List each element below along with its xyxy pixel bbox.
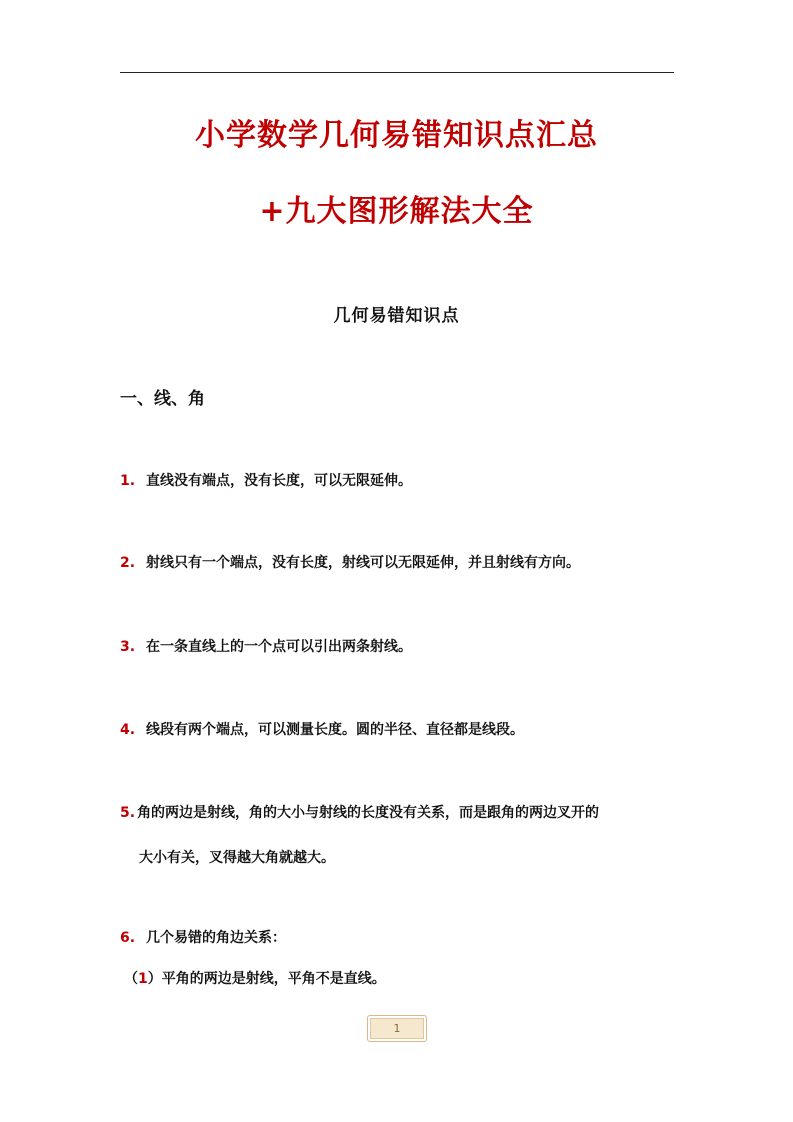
list-item-6 xyxy=(120,927,286,947)
sub-item-text: 平角的两边是射线，平角不是直线。 xyxy=(161,971,386,987)
section-heading: 一、线、角 xyxy=(120,389,205,409)
header-rule xyxy=(120,72,674,73)
list-item-5-continuation: 大小有关，叉得越大角就越大。 xyxy=(139,850,335,866)
document-title-line-2: +九大图形解法大全 xyxy=(259,194,534,229)
list-item-number: 2. xyxy=(120,555,136,571)
page-number-badge: 1 xyxy=(367,1015,427,1042)
list-item-1 xyxy=(120,470,412,490)
section-subtitle: 几何易错知识点 xyxy=(333,306,460,326)
document-title-line-1: 小学数学几何易错知识点汇总 xyxy=(195,118,598,153)
list-item-number: 3. xyxy=(120,639,136,655)
list-item-4 xyxy=(120,719,524,739)
sub-item-1 xyxy=(124,968,386,988)
list-item-5 xyxy=(120,802,599,822)
list-item-text: 角的两边是射线，角的大小与射线的长度没有关系，而是跟角的两边叉开的 xyxy=(137,805,600,821)
list-item-text: 几个易错的角边关系： xyxy=(146,930,286,946)
list-item-number: 4. xyxy=(120,722,136,738)
list-item-text: 射线只有一个端点，没有长度，射线可以无限延伸，并且射线有方向。 xyxy=(146,555,580,571)
list-item-number: 1. xyxy=(120,473,136,489)
list-item-number: 6. xyxy=(120,930,136,946)
sub-item-number: 1 xyxy=(138,971,148,987)
sub-item-open-paren: （ xyxy=(124,971,138,987)
list-item-text: 线段有两个端点，可以测量长度。圆的半径、直径都是线段。 xyxy=(146,722,524,738)
list-item-2 xyxy=(120,552,580,572)
sub-item-close-paren: ） xyxy=(147,971,162,987)
list-item-text: 在一条直线上的一个点可以引出两条射线。 xyxy=(146,639,412,655)
list-item-number: 5. xyxy=(120,805,136,821)
list-item-3 xyxy=(120,636,412,656)
list-item-text: 直线没有端点，没有长度，可以无限延伸。 xyxy=(146,473,412,489)
